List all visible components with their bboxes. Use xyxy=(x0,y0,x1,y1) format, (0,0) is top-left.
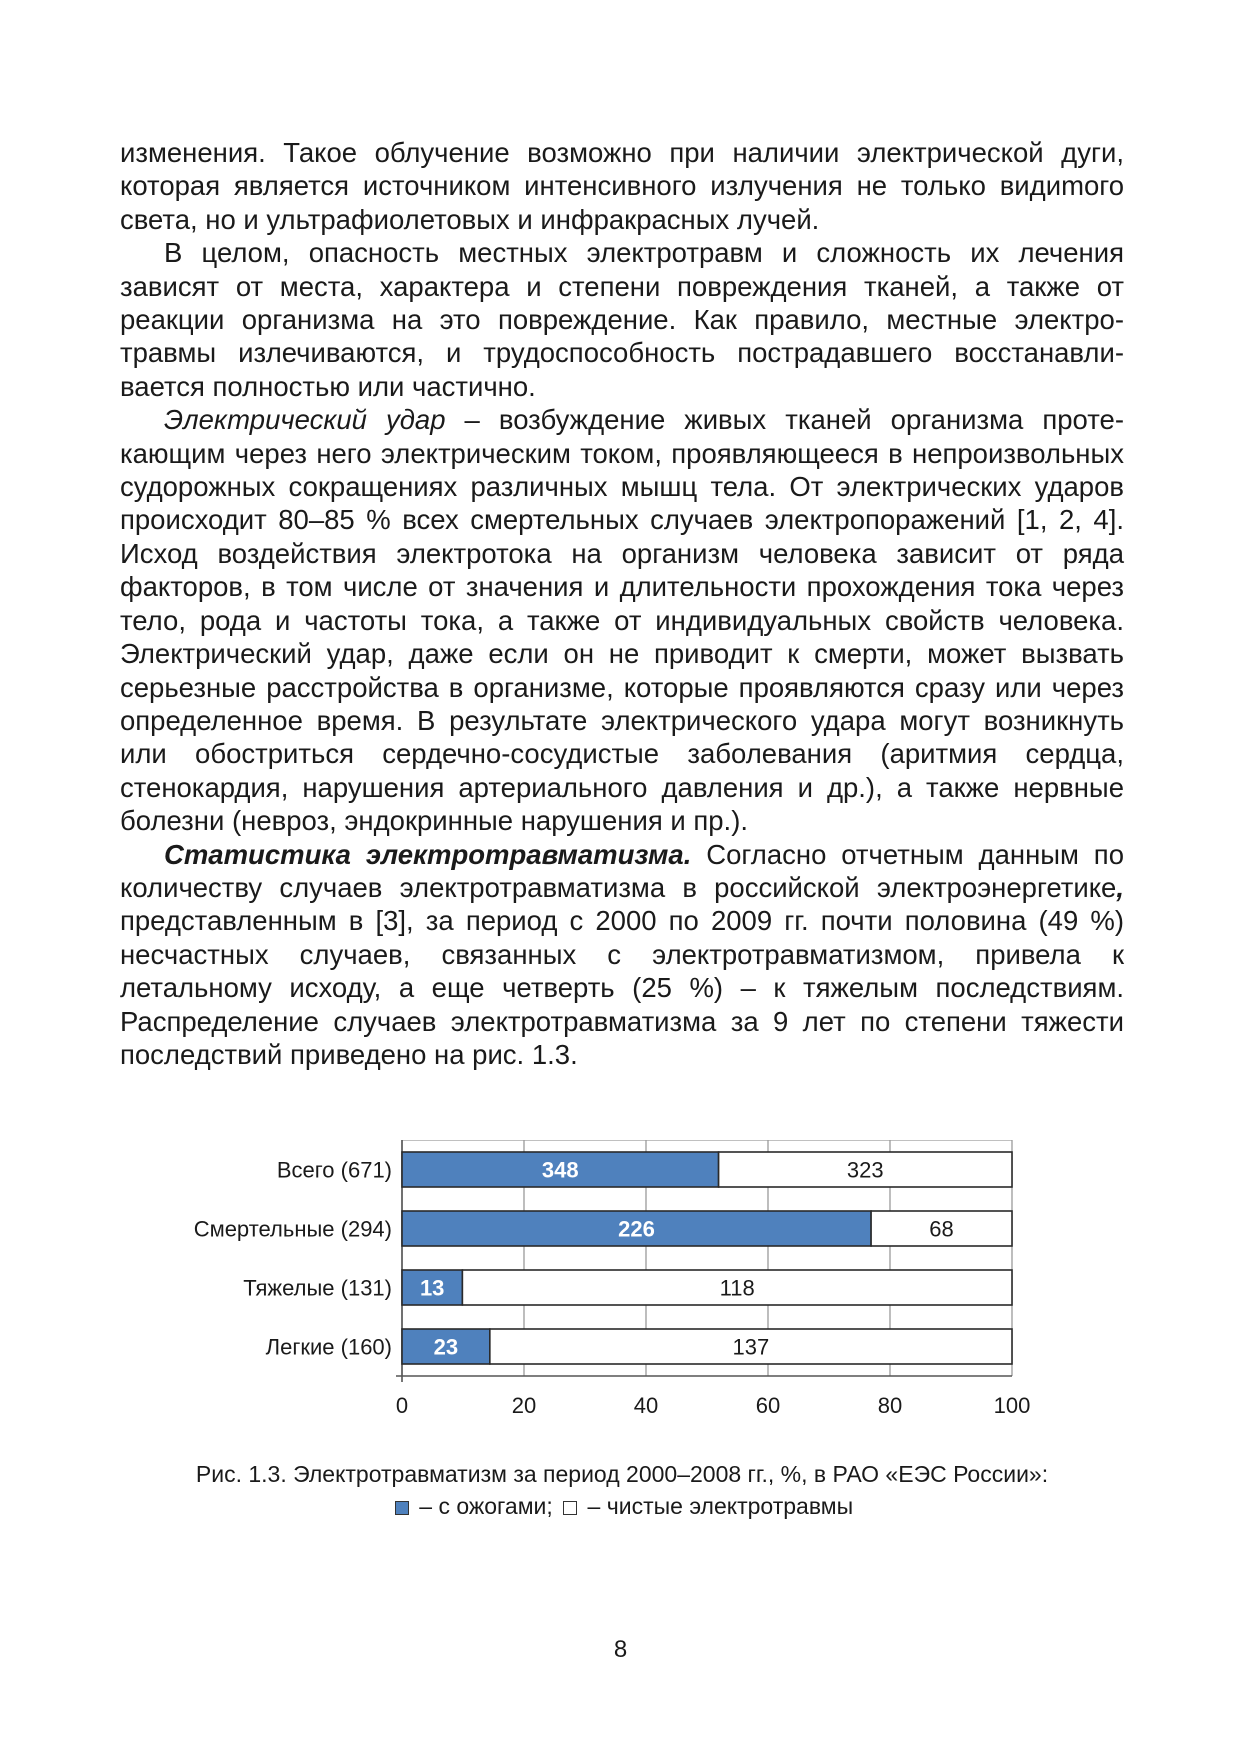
caption-title: Рис. 1.3. Электротравматизм за период 2000–2008 гг., %, в РАО «ЕЭС России»: xyxy=(195,1461,1049,1487)
x-tick-label-4: 80 xyxy=(877,1393,903,1418)
bar-value-label-clean-2: 118 xyxy=(719,1275,755,1301)
bar-value-label-clean-0: 323 xyxy=(846,1157,884,1183)
paragraph-4 xyxy=(120,838,1124,1072)
stacked-bar-chart xyxy=(140,1140,1070,1440)
paragraph-4-text-b: представленным в [3], за период с 2000 по 2009 гг. почти половина (49 %) несчастных случаев, связанных с электротравматизмом, привела к летальному исходу, а еще четверть (25 %) – к тяжелым последствиям. Распределение случаев электротравматизма за 9 лет по степени тяжести последствий приведено на рис. 1.3. xyxy=(120,905,1124,1070)
page-number: 8 xyxy=(613,1636,628,1663)
bold-comma: , xyxy=(1116,871,1124,903)
bar-value-label-burns-2: 13 xyxy=(419,1275,445,1301)
paragraph-4-text-a: Согласно отчетным данным по количеству случаев электротравматизма в российской электроэнергетике xyxy=(120,838,1124,903)
legend-label-clean: – чистые электротравмы xyxy=(581,1493,854,1519)
category-label-3: Легкие (160) xyxy=(265,1334,392,1360)
bar-value-label-clean-3: 137 xyxy=(732,1334,770,1360)
x-tick-label-3: 60 xyxy=(755,1393,781,1418)
x-tick-label-0: 0 xyxy=(395,1393,409,1418)
category-label-0: Всего (671) xyxy=(276,1157,392,1183)
bar-value-label-burns-0: 348 xyxy=(541,1157,579,1183)
paragraph-1 xyxy=(120,136,1124,236)
x-tick-label-1: 20 xyxy=(511,1393,537,1418)
paragraph-1-text: изменения. Такое облучение возможно при наличии электрической дуги, которая является источником интенсивного излучения не только видиmого света, но и ультрафиолетовых и инфракрасных лучей. xyxy=(120,137,1124,235)
term-electric-shock: Электрический удар xyxy=(164,404,446,436)
category-label-2: Тяжелые (131) xyxy=(243,1275,392,1301)
caption-legend xyxy=(120,1490,1124,1522)
paragraph-2 xyxy=(120,236,1124,403)
figure-caption xyxy=(120,1458,1124,1522)
paragraph-3-text: – возбуждение живых тканей организма протекающим через него электрическим током, проявляющееся в непроизвольных судорожных сокращениях различных мышц тела. От электрических ударов происходит 80–85 % всех смертельных случаев электропоражений [1, 2, 4]. Исход воздействия электротока на организм человека зависит от ряда факторов, в том числе от значения и длительности прохождения тока через тело, рода и частоты тока, а также от индивидуальных свойств человека. Электрический удар, даже если он не приводит к смерти, может вызвать серьезные расстройства в организме, которые проявляются сразу или через определенное время. В результате электрического удара могут возникнуть или обостриться сердечно-сосудистые заболевания (аритмия сердца, стенокардия, нарушения артериального давления и др.), а также нервные болезни (невроз, эндокринные нарушения и пр.). xyxy=(120,404,1124,837)
figure-chart xyxy=(140,1140,1070,1440)
paragraph-2-text: В целом, опасность местных электротравм и сложность их лечения зависят от места, характера и степени повреждения тканей, а также от реакции организма на это повреждение. Как правило, местные электротравмы излечиваются, и трудоспособность пострадавшего восстанавливается полностью или частично. xyxy=(120,237,1124,402)
legend-label-burns: – с ожогами; xyxy=(412,1493,560,1519)
x-tick-label-5: 100 xyxy=(993,1393,1031,1418)
body-text xyxy=(120,136,1124,1071)
bar-value-label-clean-1: 68 xyxy=(929,1216,954,1242)
heading-statistics: Статистика электротравматизма. xyxy=(164,838,692,870)
paragraph-3 xyxy=(120,403,1124,837)
bar-value-label-burns-1: 226 xyxy=(618,1216,655,1242)
category-label-1: Смертельные (294) xyxy=(193,1216,392,1242)
bar-value-label-burns-3: 23 xyxy=(433,1334,459,1360)
x-tick-label-2: 40 xyxy=(633,1393,659,1418)
legend-swatch-clean xyxy=(563,1501,577,1515)
legend-swatch-burns xyxy=(395,1501,409,1515)
